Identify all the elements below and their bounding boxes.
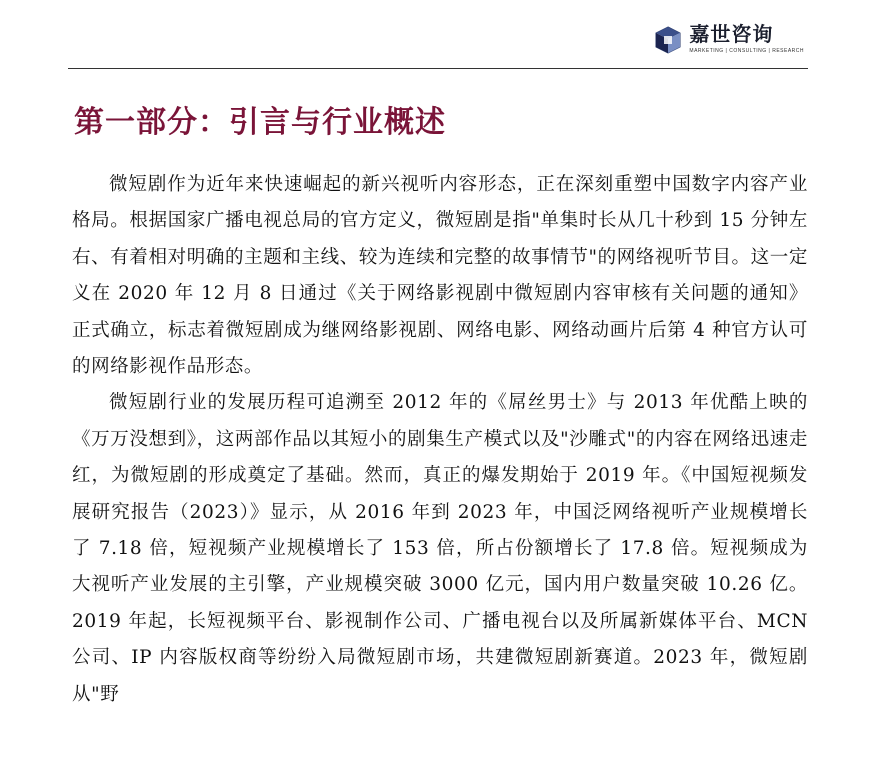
brand-tagline: MARKETING | CONSULTING | RESEARCH bbox=[689, 48, 804, 54]
brand bbox=[653, 22, 804, 55]
body-text bbox=[72, 167, 808, 713]
page-header bbox=[68, 0, 808, 69]
section-title: 第一部分：引言与行业概述 bbox=[74, 105, 446, 140]
cube-logo-icon bbox=[653, 25, 683, 55]
paragraph-2: 微短剧行业的发展历程可追溯至 2012 年的《屌丝男士》与 2013 年优酷上映的《万万没想到》，这两部作品以其短小的剧集生产模式以及"沙雕式"的内容在网络迅速走红，为微短剧的形成奠定了基础。然而，真正的爆发期始于 2019 年。《中国短视频发展研究报告（2023）》显示，从 2016 年到 2023 年，中国泛网络视听产业规模增长了 7.18 倍，短视频产业规模增长了 153 倍，所占份额增长了 17.8 倍。短视频成为大视听产业发展的主引擎，产业规模突破 3000 亿元，国内用户数量突破 10.26 亿。2019 年起，长短视频平台、影视制作公司、广播电视台以及所属新媒体平台、MCN 公司、IP 内容版权商等纷纷入局微短剧市场，共建微短剧新赛道。2023 年，微短剧从"野 bbox=[72, 392, 808, 705]
brand-name: 嘉世咨询 bbox=[689, 22, 774, 46]
paragraph-1: 微短剧作为近年来快速崛起的新兴视听内容形态，正在深刻重塑中国数字内容产业格局。根据国家广播电视总局的官方定义，微短剧是指"单集时长从几十秒到 15 分钟左右、有着相对明确的主题和主线、较为连续和完整的故事情节"的网络视听节目。这一定义在 2020 年 12 月 8 日通过《关于网络影视剧中微短剧内容审核有关问题的通知》正式确立，标志着微短剧成为继网络影视剧、网络电影、网络动画片后第 4 种官方认可的网络影视作品形态。 bbox=[72, 174, 808, 378]
